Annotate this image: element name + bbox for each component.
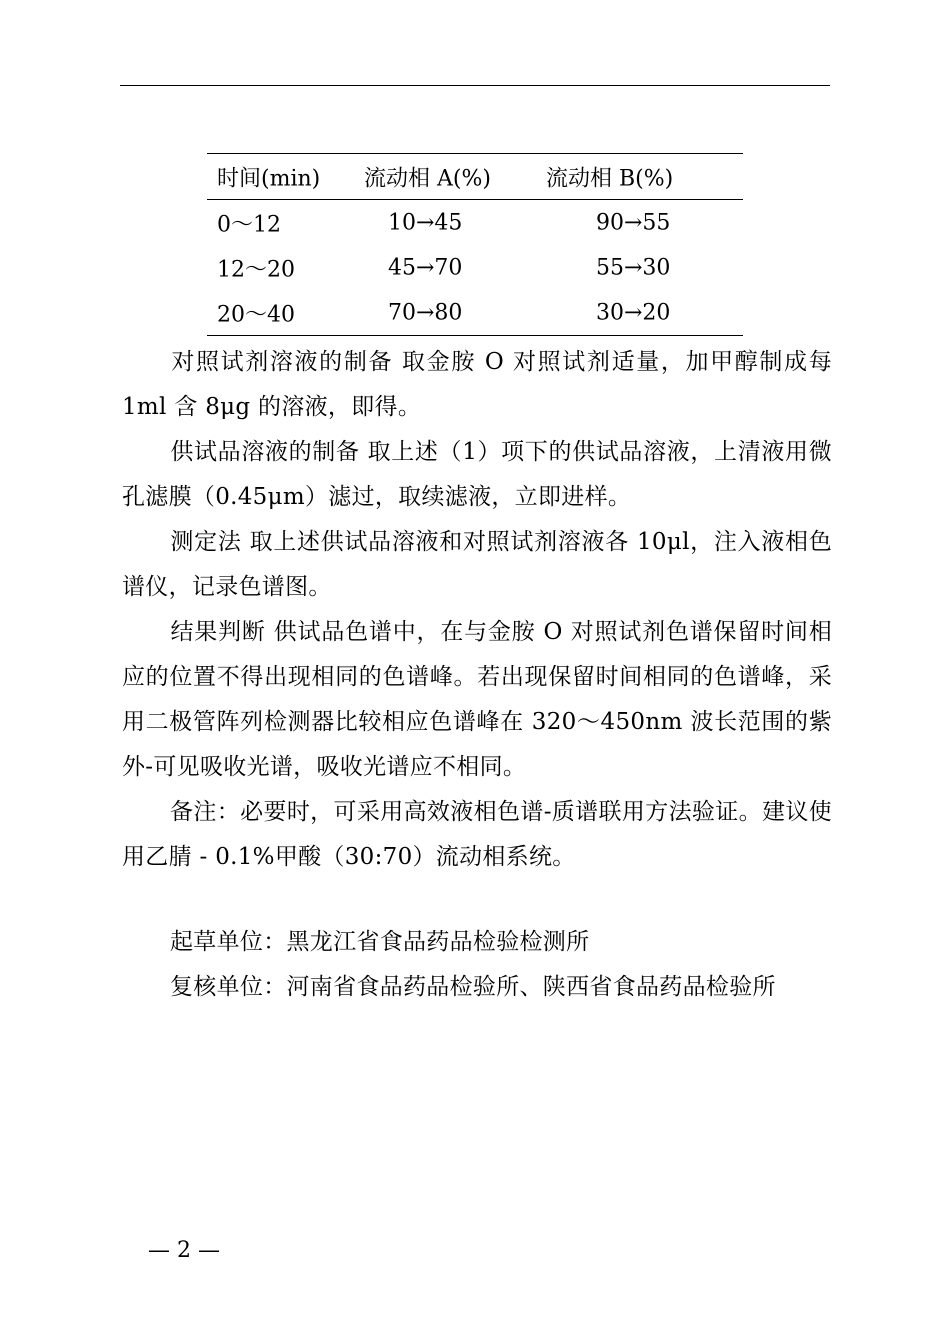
cell-phase-a: 45→70 — [388, 255, 463, 280]
gradient-table — [207, 153, 743, 336]
drafting-unit: 起草单位：黑龙江省食品药品检验检测所 — [170, 929, 590, 955]
paragraph-note — [122, 790, 832, 880]
paragraph-method — [122, 520, 832, 610]
cell-time: 0～12 — [217, 212, 281, 237]
paragraph-text: 对照试剂溶液的制备 取金胺 O 对照试剂适量，加甲醇制成每 1ml 含 8μg 的溶液，即得。 — [122, 349, 832, 420]
paragraph-text: 备注：必要时，可采用高效液相色谱-质谱联用方法验证。建议使用乙腈 - 0.1%甲酸（30:70）流动相系统。 — [122, 799, 832, 870]
cell-time: 12～20 — [217, 257, 295, 282]
cell-phase-a: 10→45 — [388, 210, 463, 235]
table-bottom-rule — [207, 335, 743, 336]
paragraph-result — [122, 610, 832, 790]
cell-phase-b: 90→55 — [596, 210, 671, 235]
review-unit: 复核单位：河南省食品药品检验所、陕西省食品药品检验所 — [170, 974, 776, 1000]
paragraph-text: 供试品溶液的制备 取上述（1）项下的供试品溶液，上清液用微孔滤膜（0.45μm）滤过，取续滤液，立即进样。 — [122, 439, 832, 510]
table-row — [207, 245, 743, 290]
header-phase-b: 流动相 B(%) — [546, 166, 674, 191]
table-row — [207, 200, 743, 245]
page-number: — 2 — — [148, 1238, 220, 1263]
header-time: 时间(min) — [217, 166, 321, 191]
cell-phase-a: 70→80 — [388, 300, 463, 325]
header-phase-a: 流动相 A(%) — [364, 166, 491, 191]
header-rule — [120, 85, 830, 86]
paragraph-test-solution — [122, 430, 832, 520]
cell-phase-b: 55→30 — [596, 255, 671, 280]
paragraph-reference-solution — [122, 340, 832, 430]
paragraph-text: 结果判断 供试品色谱中，在与金胺 O 对照试剂色谱保留时间相应的位置不得出现相同的色谱峰。若出现保留时间相同的色谱峰，采用二极管阵列检测器比较相应色谱峰在 320～450nm 波长范围的紫外-可见吸收光谱，吸收光谱应不相同。 — [122, 619, 832, 780]
table-row — [207, 290, 743, 335]
cell-time: 20～40 — [217, 302, 295, 327]
cell-phase-b: 30→20 — [596, 300, 671, 325]
paragraph-text: 测定法 取上述供试品溶液和对照试剂溶液各 10μl，注入液相色谱仪，记录色谱图。 — [122, 529, 832, 600]
table-header-row — [207, 154, 743, 199]
